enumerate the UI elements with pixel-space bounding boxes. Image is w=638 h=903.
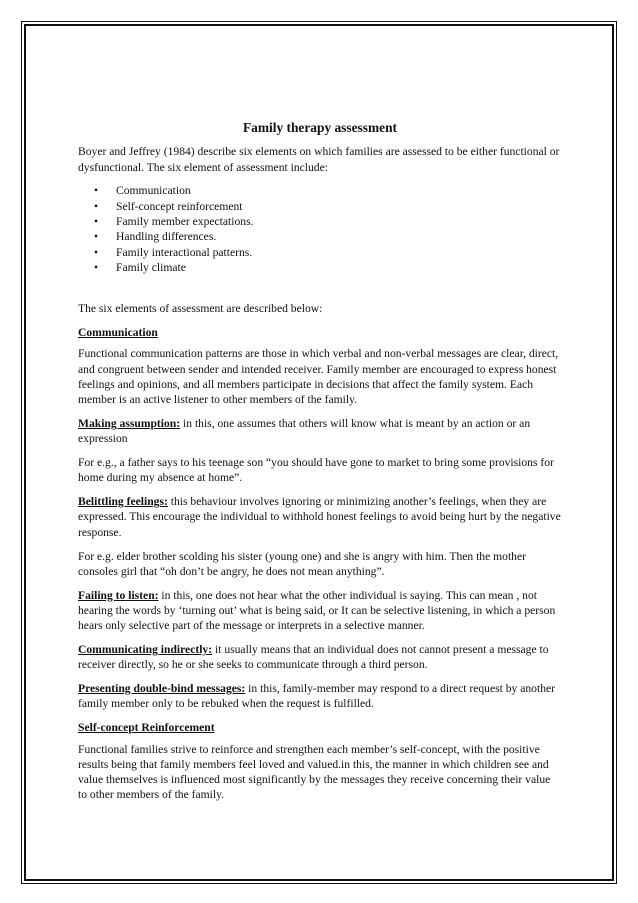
belittling-feelings-term: Belittling feelings:: [78, 495, 168, 509]
double-bind-paragraph: [78, 681, 562, 712]
self-concept-paragraph: Functional families strive to reinforce and strengthen each member’s self-concept, with the positive results being that family members feel loved and valued.in this, the manner in which children see and value themselves is influenced most significantly by the messages they receive concerning their value to other members of the family.: [78, 742, 551, 802]
failing-to-listen-term: Failing to listen:: [78, 588, 159, 602]
making-assumption-term: Making assumption:: [78, 416, 181, 430]
making-assumption-paragraph: [78, 416, 562, 447]
page-title: Family therapy assessment: [243, 120, 397, 135]
belittling-feelings-example: For e.g. elder brother scolding his sister (young one) and she is angry with him. Then the mother consoles girl that “oh don’t be angry, he does not mean anything”.: [78, 549, 526, 578]
self-concept-heading: Self-concept Reinforcement: [78, 721, 215, 735]
double-bind-text: in this, family-member may respond to a direct request by another family member only to be rebuked when the request is fulfilled.: [78, 682, 556, 711]
belittling-feelings-paragraph: [78, 494, 562, 540]
communicating-indirectly-term: Communicating indirectly:: [78, 643, 213, 657]
communicating-indirectly-paragraph: [78, 642, 562, 673]
communicating-indirectly-text: it usually means that an individual does not cannot present a message to receiver directly, so he or she seeks to communicate through a third person.: [78, 643, 549, 672]
double-bind-term: Presenting double-bind messages:: [78, 682, 246, 696]
communication-heading: Communication: [78, 325, 158, 339]
elements-list: [78, 183, 562, 275]
failing-to-listen-paragraph: [78, 588, 562, 634]
list-item: • Family climate: [116, 260, 562, 275]
list-item: • Family member expectations.: [116, 214, 562, 229]
making-assumption-example: For e.g., a father says to his teenage son “you should have gone to market to bring some provisions for home during my absence at home”.: [78, 456, 554, 485]
list-item: • Communication: [116, 183, 562, 198]
making-assumption-text: in this, one assumes that others will know what is meant by an action or an expression: [78, 416, 531, 446]
document-body: [78, 120, 562, 811]
intro-paragraph: Boyer and Jeffrey (1984) describe six elements on which families are assessed to be either functional or dysfunctional. The six element of assessment include:: [78, 145, 560, 174]
list-item: • Handling differences.: [116, 229, 562, 244]
list-item: • Family interactional patterns.: [116, 245, 562, 260]
failing-to-listen-text: in this, one does not hear what the other individual is saying. This can mean , not hearing the words by ‘turning out’ what is being said, or It can be selective listening, in which a person hears only selective part of the message or interprets in a selective manner.: [78, 588, 556, 633]
communication-paragraph: Functional communication patterns are those in which verbal and non-verbal messages are clear, direct, and congruent between sender and intended receiver. Family member are encouraged to express honest feelings and opinions, and all members participate in decisions that affect the family system. Each member is an active listener to other members of the family.: [78, 347, 559, 407]
belittling-feelings-text: this behaviour involves ignoring or minimizing another’s feelings, when they are expressed. This encourage the individual to withhold honest feelings to avoid being hurt by the negative response.: [78, 495, 561, 539]
described-below-text: The six elements of assessment are described below:: [78, 302, 323, 316]
list-item: • Self-concept reinforcement: [116, 199, 562, 214]
